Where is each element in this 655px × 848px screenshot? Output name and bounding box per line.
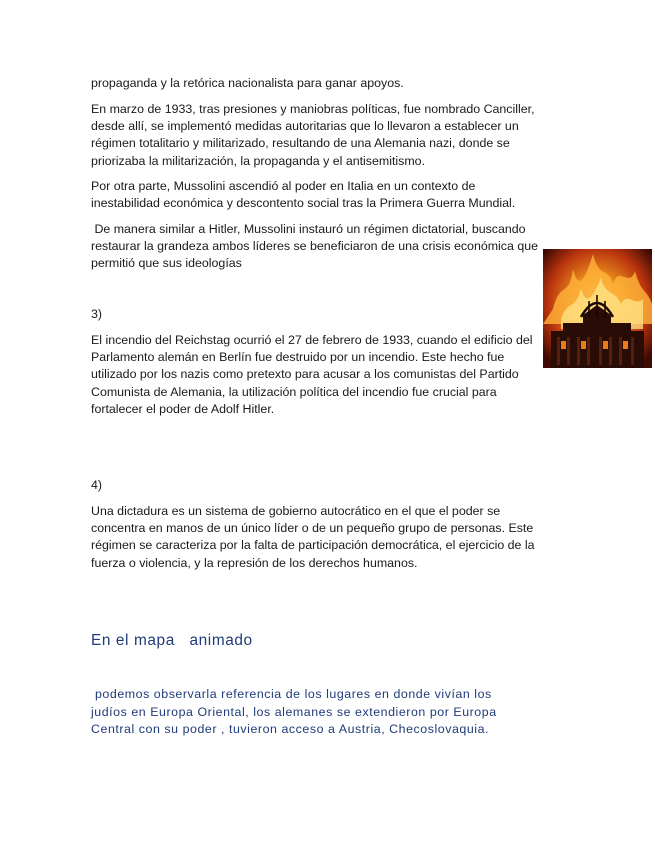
map-paragraph [91, 686, 497, 739]
text-line: concentra en manos de un único líder o de un pequeño grupo de personas. Este [91, 521, 534, 536]
text-line: fuerza o violencia, y la represión de los derechos humanos. [91, 555, 418, 570]
text-line: régimen totalitario y militarizado, resultando de una Alemania nazi, donde se [91, 136, 510, 151]
text-line: Comunista de Alemania, la utilización política del incendio fue crucial para [91, 384, 497, 399]
paragraph-reichstag [91, 332, 561, 418]
text-line: El incendio del Reichstag ocurrió el 27 de febrero de 1933, cuando el edificio del [91, 333, 533, 347]
text-line: inestabilidad económica y descontento social tras la Primera Guerra Mundial. [91, 196, 516, 211]
text-line: 3) [91, 307, 103, 321]
text-line: En marzo de 1933, tras presiones y maniobras políticas, fue nombrado Canciller, [91, 102, 535, 116]
text-line: De manera similar a Hitler, Mussolini instauró un régimen dictatorial, buscando [91, 222, 526, 236]
paragraph-mussolini [91, 178, 561, 212]
text-line: judíos en Europa Oriental, los alemanes se extendieron por Europa [91, 704, 497, 719]
paragraph-chancellor [91, 101, 561, 170]
text-line: fortalecer el poder de Adolf Hitler. [91, 401, 275, 416]
map-heading: En el mapa animado [91, 632, 253, 649]
text-line: desde allí, se implementó medidas autoritarias que lo llevaron a establecer un [91, 119, 519, 134]
text-line: Por otra parte, Mussolini ascendió al poder en Italia en un contexto de [91, 179, 476, 193]
text-line: permitió que sus ideologías [91, 256, 242, 271]
text-line: restaurar la grandeza ambos líderes se beneficiaron de una crisis económica que [91, 239, 539, 254]
text-line: Central con su poder , tuvieron acceso a Austria, Checoslovaquia. [91, 722, 490, 737]
text-line: propaganda y la retórica nacionalista para ganar apoyos. [91, 76, 404, 90]
text-line: 4) [91, 478, 103, 492]
paragraph-similar [91, 221, 561, 273]
text-line: Una dictadura es un sistema de gobierno autocrático en el que el poder se [91, 504, 501, 518]
text-line: priorizaba la militarización, la propaganda y el antisemitismo. [91, 153, 426, 168]
text-line: podemos observarla referencia de los lugares en donde vivían los [91, 687, 492, 701]
paragraph-dictadura [91, 503, 561, 572]
text-line: utilizado por los nazis como pretexto para acusar a los comunistas del Partido [91, 367, 519, 382]
reichstag-fire-image [543, 249, 652, 368]
section-number-3 [91, 306, 561, 323]
text-line: Parlamento alemán en Berlín fue destruido por un incendio. Este hecho fue [91, 350, 505, 365]
text-line: régimen se caracteriza por la falta de participación democrática, el ejercicio de la [91, 538, 535, 553]
paragraph-intro [91, 75, 561, 92]
section-number-4 [91, 477, 561, 494]
